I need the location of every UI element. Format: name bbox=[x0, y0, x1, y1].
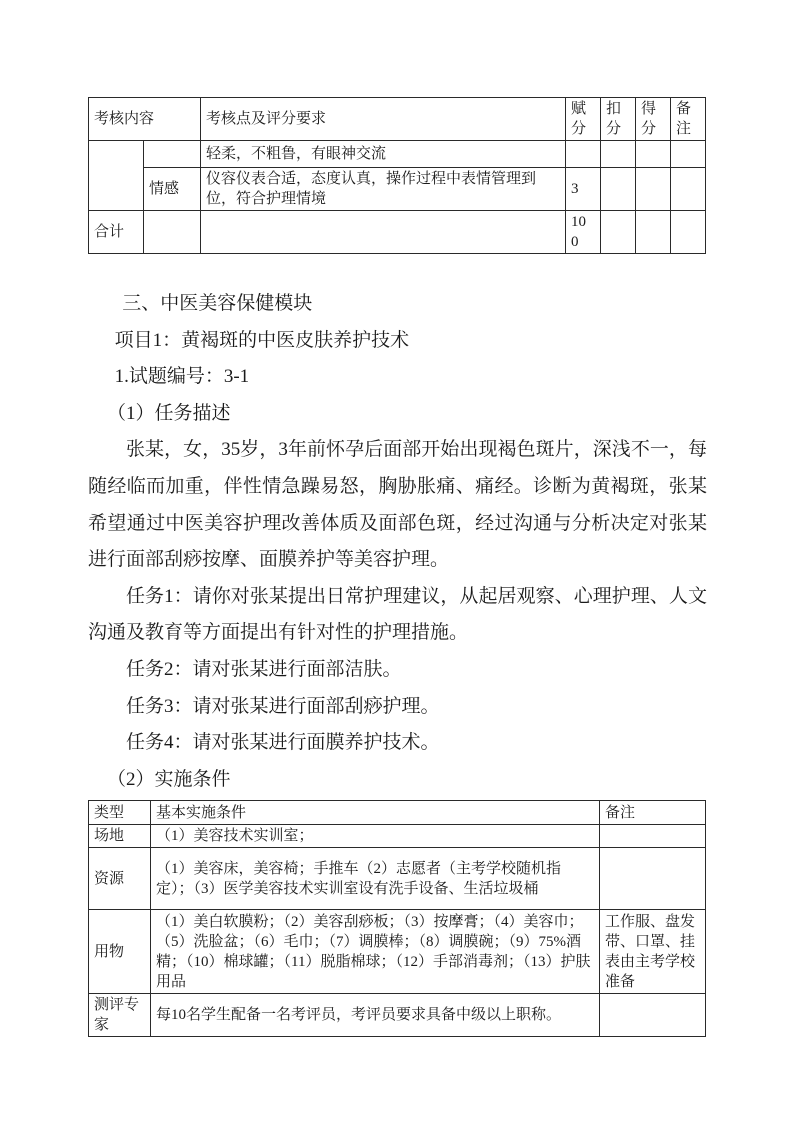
cell-subcategory bbox=[144, 211, 201, 254]
cell-deducted bbox=[601, 168, 636, 211]
header-cell-type: 类型 bbox=[89, 801, 151, 825]
table-row-supplies bbox=[89, 910, 706, 994]
header-cell-condition: 基本实施条件 bbox=[151, 801, 600, 825]
cell-remark bbox=[671, 211, 706, 254]
task-4: 任务4：请对张某进行面膜养护技术。 bbox=[126, 732, 440, 754]
conditions-table bbox=[88, 800, 706, 1037]
cell-obtained bbox=[636, 211, 671, 254]
exam-number: 1.试题编号：3-1 bbox=[114, 366, 250, 388]
task-1: 任务1：请你对张某提出日常护理建议，从起居观察、心理护理、人文沟通及教育等方面提出有针对性的护理措施。 bbox=[88, 585, 707, 644]
table-row-resources bbox=[89, 848, 706, 910]
cell-condition: （1）美容床，美容椅；手推车（2）志愿者（主考学校随机指定）；（3）医学美容技术实训室设有洗手设备、生活垃圾桶 bbox=[151, 848, 600, 910]
conditions-label: （2）实施条件 bbox=[107, 768, 231, 790]
cell-remark: 工作服、盘发带、口罩、挂表由主考学校准备 bbox=[600, 910, 706, 994]
cell-requirement: 轻柔，不粗鲁，有眼神交流 bbox=[201, 141, 566, 168]
cell-type: 资源 bbox=[89, 848, 151, 910]
case-description-paragraph: 张某，女，35岁，3年前怀孕后面部开始出现褐色斑片，深浅不一，每随经临而加重，伴性情急躁易怒，胸胁胀痛、痛经。诊断为黄褐斑，张某希望通过中医美容护理改善体质及面部色斑，经过沟通与分析决定对张某进行面部刮痧按摩、面膜养护等美容护理。 bbox=[88, 439, 707, 571]
cell-subcategory bbox=[144, 141, 201, 168]
cell-remark bbox=[671, 141, 706, 168]
score-table bbox=[88, 97, 706, 254]
header-cell-assigned: 赋分 bbox=[566, 98, 601, 141]
cell-assigned bbox=[566, 141, 601, 168]
cell-condition: （1）美容技术实训室； bbox=[151, 825, 600, 848]
header-cell-remark: 备注 bbox=[600, 801, 706, 825]
header-cell-deducted: 扣分 bbox=[601, 98, 636, 141]
cell-assigned: 100 bbox=[566, 211, 601, 254]
task-description-label: （1）任务描述 bbox=[107, 402, 231, 424]
cell-remark bbox=[600, 848, 706, 910]
conditions-table-header-row bbox=[89, 801, 706, 825]
cell-remark bbox=[600, 825, 706, 848]
cell-condition: 每10名学生配备一名考评员，考评员要求具备中级以上职称。 bbox=[151, 994, 600, 1037]
cell-requirement: 仪容仪表合适，态度认真，操作过程中表情管理到位，符合护理情境 bbox=[201, 168, 566, 211]
cell-type: 用物 bbox=[89, 910, 151, 994]
table-row-total bbox=[89, 211, 706, 254]
header-cell-content: 考核内容 bbox=[89, 98, 201, 141]
cell-obtained bbox=[636, 141, 671, 168]
cell-condition: （1）美白软膜粉；（2）美容刮痧板；（3）按摩膏；（4）美容巾；（5）洗脸盆；（6）毛巾；（7）调膜棒；（8）调膜碗；（9）75%酒精；（10）棉球罐；（11）脱脂棉球；（12）手部消毒剂；（13）护肤用品 bbox=[151, 910, 600, 994]
cell-obtained bbox=[636, 168, 671, 211]
cell-remark bbox=[600, 994, 706, 1037]
header-cell-requirements: 考核点及评分要求 bbox=[201, 98, 566, 141]
cell-requirement bbox=[201, 211, 566, 254]
module-heading: 三、中医美容保健模块 bbox=[122, 293, 313, 314]
cell-deducted bbox=[601, 141, 636, 168]
header-cell-remark: 备注 bbox=[671, 98, 706, 141]
score-table-header-row bbox=[89, 98, 706, 141]
table-row-site bbox=[89, 825, 706, 848]
header-cell-obtained: 得分 bbox=[636, 98, 671, 141]
table-row bbox=[89, 141, 706, 168]
cell-category: 合计 bbox=[89, 211, 144, 254]
cell-category bbox=[89, 141, 144, 211]
section-content bbox=[88, 286, 707, 798]
task-2: 任务2：请对张某进行面部洁肤。 bbox=[126, 658, 402, 680]
project-title: 项目1：黄褐斑的中医皮肤养护技术 bbox=[114, 329, 410, 351]
table-row-evaluators bbox=[89, 994, 706, 1037]
cell-remark bbox=[671, 168, 706, 211]
task-3: 任务3：请对张某进行面部刮痧护理。 bbox=[126, 695, 440, 717]
cell-subcategory: 情感 bbox=[144, 168, 201, 211]
cell-assigned: 3 bbox=[566, 168, 601, 211]
table-row bbox=[89, 168, 706, 211]
cell-type: 测评专家 bbox=[89, 994, 151, 1037]
cell-type: 场地 bbox=[89, 825, 151, 848]
cell-deducted bbox=[601, 211, 636, 254]
